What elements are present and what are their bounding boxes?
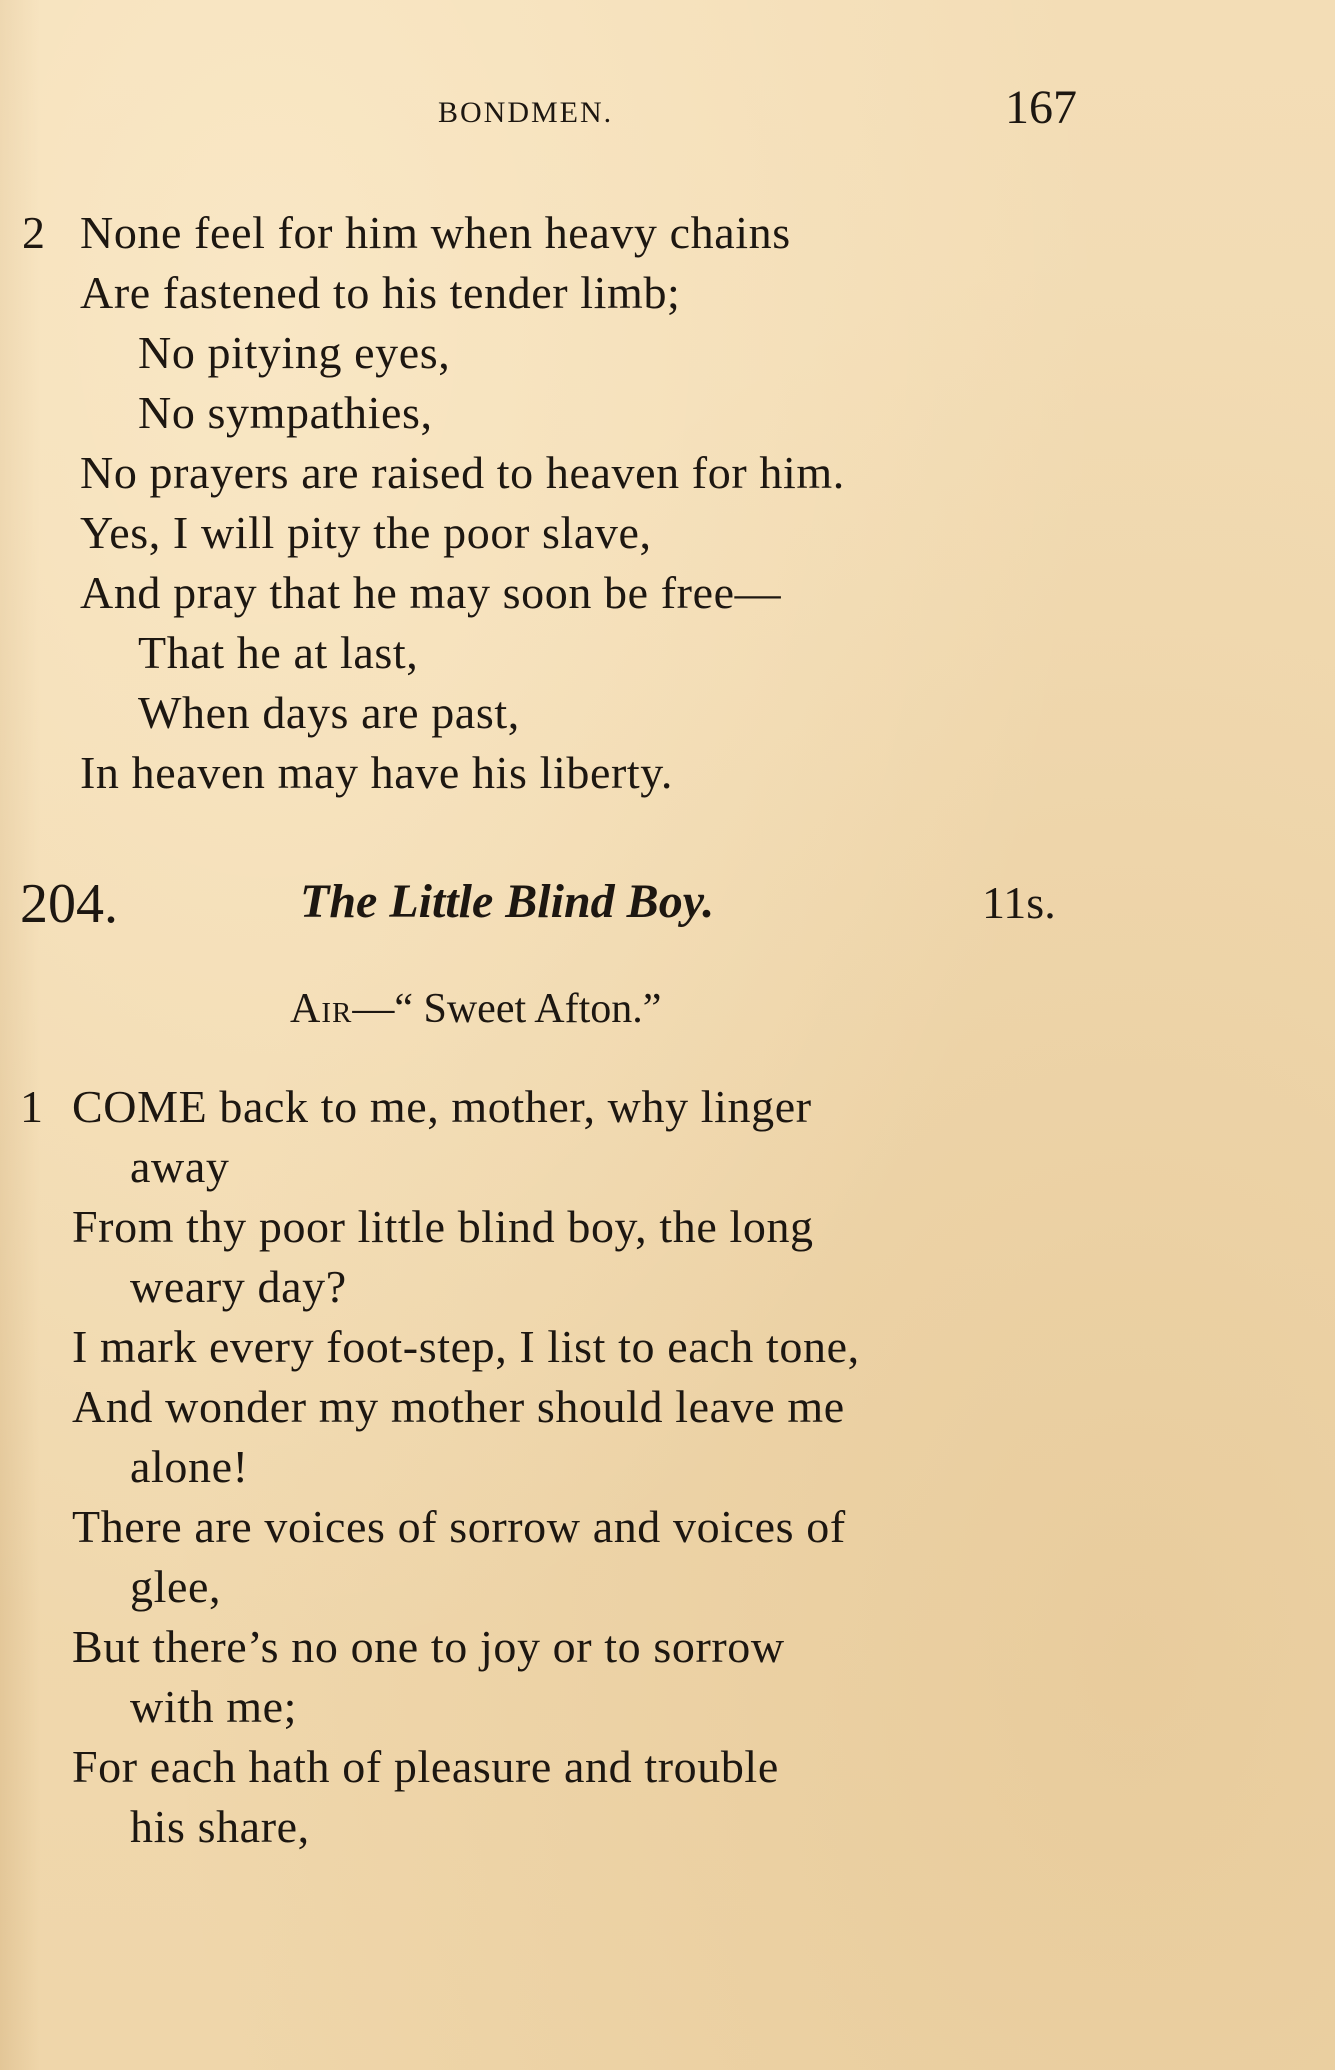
verse-line: No prayers are raised to heaven for him. [80, 447, 845, 498]
air-label: Air [290, 986, 353, 1032]
verse-line: glee, [130, 1561, 222, 1612]
tune-indication [290, 985, 661, 1033]
verse-line: That he at last, [138, 627, 419, 678]
verse-line: I mark every foot-step, I list to each tone, [72, 1321, 860, 1372]
verse-line: weary day? [130, 1261, 347, 1312]
hymn-meter: 11s. [982, 877, 1056, 928]
stanza-number: 1 [20, 1081, 43, 1132]
verse-line: No sympathies, [138, 387, 433, 438]
verse-line: with me; [130, 1681, 298, 1732]
verse-line: Are fastened to his tender limb; [80, 267, 681, 318]
verse-line: None feel for him when heavy chains [80, 207, 791, 258]
verse-line: There are voices of sorrow and voices of [72, 1501, 846, 1552]
verse-line: No pitying eyes, [138, 327, 451, 378]
verse-line: From thy poor little blind boy, the long [72, 1201, 814, 1252]
verse-line: In heaven may have his liberty. [80, 747, 673, 798]
verse-line: And pray that he may soon be free— [80, 567, 782, 618]
verse-line: alone! [130, 1441, 249, 1492]
verse-line: When days are past, [138, 687, 520, 738]
verse-line: COME back to me, mother, why linger [72, 1081, 812, 1132]
air-tune: —“ Sweet Afton.” [352, 986, 662, 1032]
verse-line: Yes, I will pity the poor slave, [80, 507, 652, 558]
hymn-number: 204. [20, 873, 118, 935]
stanza-number: 2 [22, 207, 45, 258]
running-head: BONDMEN. [438, 96, 614, 129]
verse-line: his share, [130, 1801, 310, 1852]
verse-line: away [130, 1141, 230, 1192]
verse-line: For each hath of pleasure and trouble [72, 1741, 779, 1792]
verse-line: And wonder my mother should leave me [72, 1381, 845, 1432]
hymn-title: The Little Blind Boy. [300, 875, 715, 928]
page-number: 167 [1005, 81, 1077, 134]
verse-line: But there’s no one to joy or to sorrow [72, 1621, 785, 1672]
